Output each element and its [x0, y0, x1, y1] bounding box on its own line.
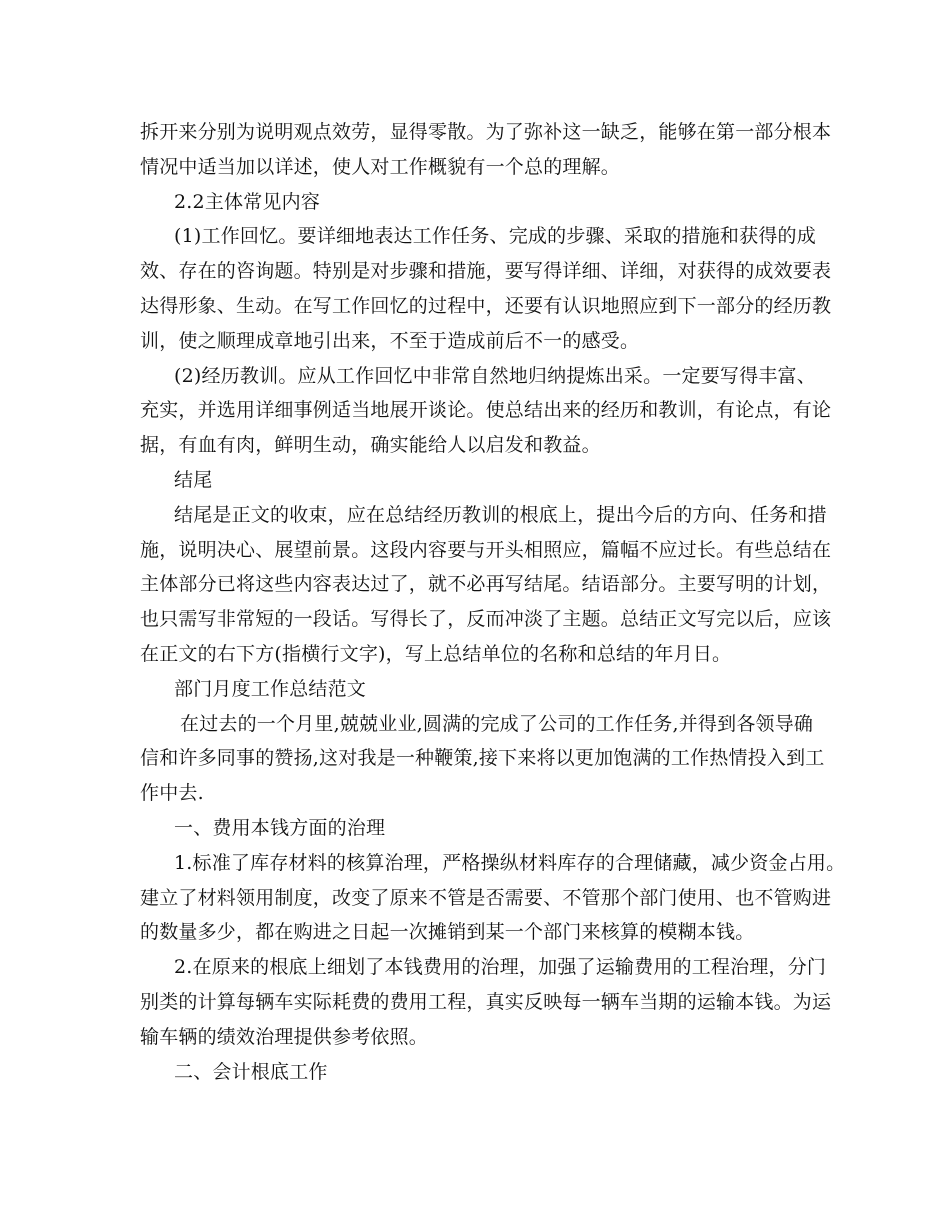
section-heading: 2.2主体常见内容: [174, 190, 321, 213]
paragraph-line: 充实，并选用详细事例适当地展开谈论。使总结出来的经历和教训，有论点，有论: [140, 399, 832, 422]
paragraph-line: 1.标准了库存材料的核算治理，严格操纵材料库存的合理储藏，减少资金占用。: [174, 851, 846, 874]
paragraph-line: 别类的计算每辆车实际耗费的费用工程，真实反映每一辆车当期的运输本钱。为运: [140, 990, 832, 1013]
section-heading: 部门月度工作总结范文: [174, 677, 367, 700]
paragraph-line: 结尾是正文的收束，应在总结经历教训的根底上，提出今后的方向、任务和措: [174, 503, 827, 526]
paragraph-line: 在正文的右下方(指横行文字)，写上总结单位的名称和总结的年月日。: [140, 642, 732, 665]
section-heading: 一、费用本钱方面的治理: [174, 816, 386, 839]
paragraph-line: 情况中适当加以详述，使人对工作概貌有一个总的理解。: [140, 155, 621, 178]
document-body: [140, 115, 846, 1089]
paragraph-line: 在过去的一个月里,兢兢业业,圆满的完成了公司的工作任务,并得到各领导确: [180, 712, 814, 735]
paragraph-line: 据，有血有肉，鲜明生动，确实能给人以启发和教益。: [140, 434, 601, 457]
paragraph-line: 作中去.: [140, 782, 204, 805]
paragraph-line: 拆开来分别为说明观点效劳，显得零散。为了弥补这一缺乏，能够在第一部分根本: [140, 121, 832, 143]
paragraph-line: 主体部分已将这些内容表达过了，就不必再写结尾。结语部分。主要写明的计划，: [140, 573, 832, 596]
paragraph-line: 达得形象、生动。在写工作回忆的过程中，还要有认识地照应到下一部分的经历教: [140, 294, 832, 317]
section-heading: 结尾: [174, 468, 213, 491]
paragraph-line: (2)经历教训。应从工作回忆中非常自然地归纳提炼出采。一定要写得丰富、: [174, 364, 816, 387]
paragraph-line: 建立了材料领用制度，改变了原来不管是否需要、不管那个部门使用、也不管购进: [140, 886, 832, 909]
section-heading: 二、会计根底工作: [174, 1060, 328, 1083]
paragraph-line: 输车辆的绩效治理提供参考依照。: [140, 1025, 429, 1048]
paragraph-line: (1)工作回忆。要详细地表达工作任务、完成的步骤、采取的措施和获得的成: [174, 225, 816, 248]
paragraph-line: 信和许多同事的赞扬,这对我是一种鞭策,接下来将以更加饱满的工作热情投入到工: [140, 747, 825, 770]
paragraph-line: 的数量多少，都在购进之日起一次摊销到某一个部门来核算的模糊本钱。: [140, 921, 755, 944]
paragraph-line: 也只需写非常短的一段话。写得长了，反而冲淡了主题。总结正文写完以后，应该: [140, 608, 832, 631]
paragraph-line: 施，说明决心、展望前景。这段内容要与开头相照应，篇幅不应过长。有些总结在: [140, 538, 832, 561]
paragraph-line: 效、存在的咨询题。特别是对步骤和措施，要写得详细、详细，对获得的成效要表: [140, 260, 832, 283]
paragraph-line: 2.在原来的根底上细划了本钱费用的治理，加强了运输费用的工程治理，分门: [174, 956, 827, 979]
paragraph-line: 训，使之顺理成章地引出来，不至于造成前后不一的感受。: [140, 329, 640, 352]
